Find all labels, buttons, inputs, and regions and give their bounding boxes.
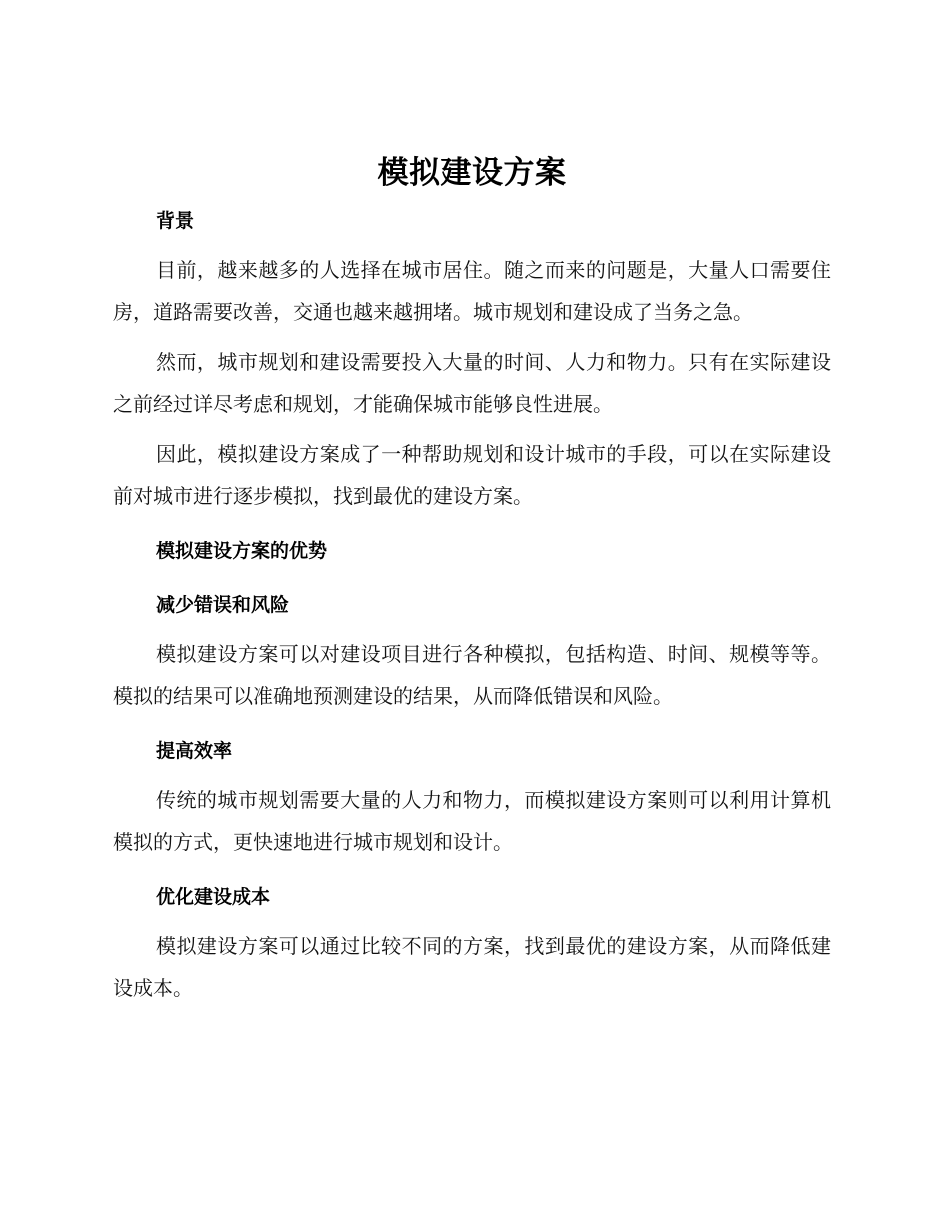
document-title: 模拟建设方案 [377, 155, 567, 191]
paragraph-efficiency: 传统的城市规划需要大量的人力和物力，而模拟建设方案则可以利用计算机模拟的方式，更快速地进行城市规划和设计。 [113, 788, 831, 854]
paragraph-background-3: 因此，模拟建设方案成了一种帮助规划和设计城市的手段，可以在实际建设前对城市进行逐步模拟，找到最优的建设方案。 [113, 442, 831, 508]
paragraph-cost: 模拟建设方案可以通过比较不同的方案，找到最优的建设方案，从而降低建设成本。 [113, 934, 831, 1000]
paragraph-background-1: 目前，越来越多的人选择在城市居住。随之而来的问题是，大量人口需要住房，道路需要改善，交通也越来越拥堵。城市规划和建设成了当务之急。 [113, 258, 831, 324]
document-body [113, 145, 831, 1009]
subsection-heading-cost: 优化建设成本 [156, 886, 271, 908]
paragraph-background-2: 然而，城市规划和建设需要投入大量的时间、人力和物力。只有在实际建设之前经过详尽考虑和规划，才能确保城市能够良性进展。 [113, 350, 831, 416]
subsection-heading-efficiency: 提高效率 [156, 740, 233, 762]
section-heading-advantages: 模拟建设方案的优势 [156, 540, 328, 562]
subsection-heading-risk: 减少错误和风险 [156, 594, 290, 616]
paragraph-risk: 模拟建设方案可以对建设项目进行各种模拟，包括构造、时间、规模等等。模拟的结果可以准确地预测建设的结果，从而降低错误和风险。 [113, 642, 831, 708]
section-heading-background: 背景 [156, 210, 195, 232]
